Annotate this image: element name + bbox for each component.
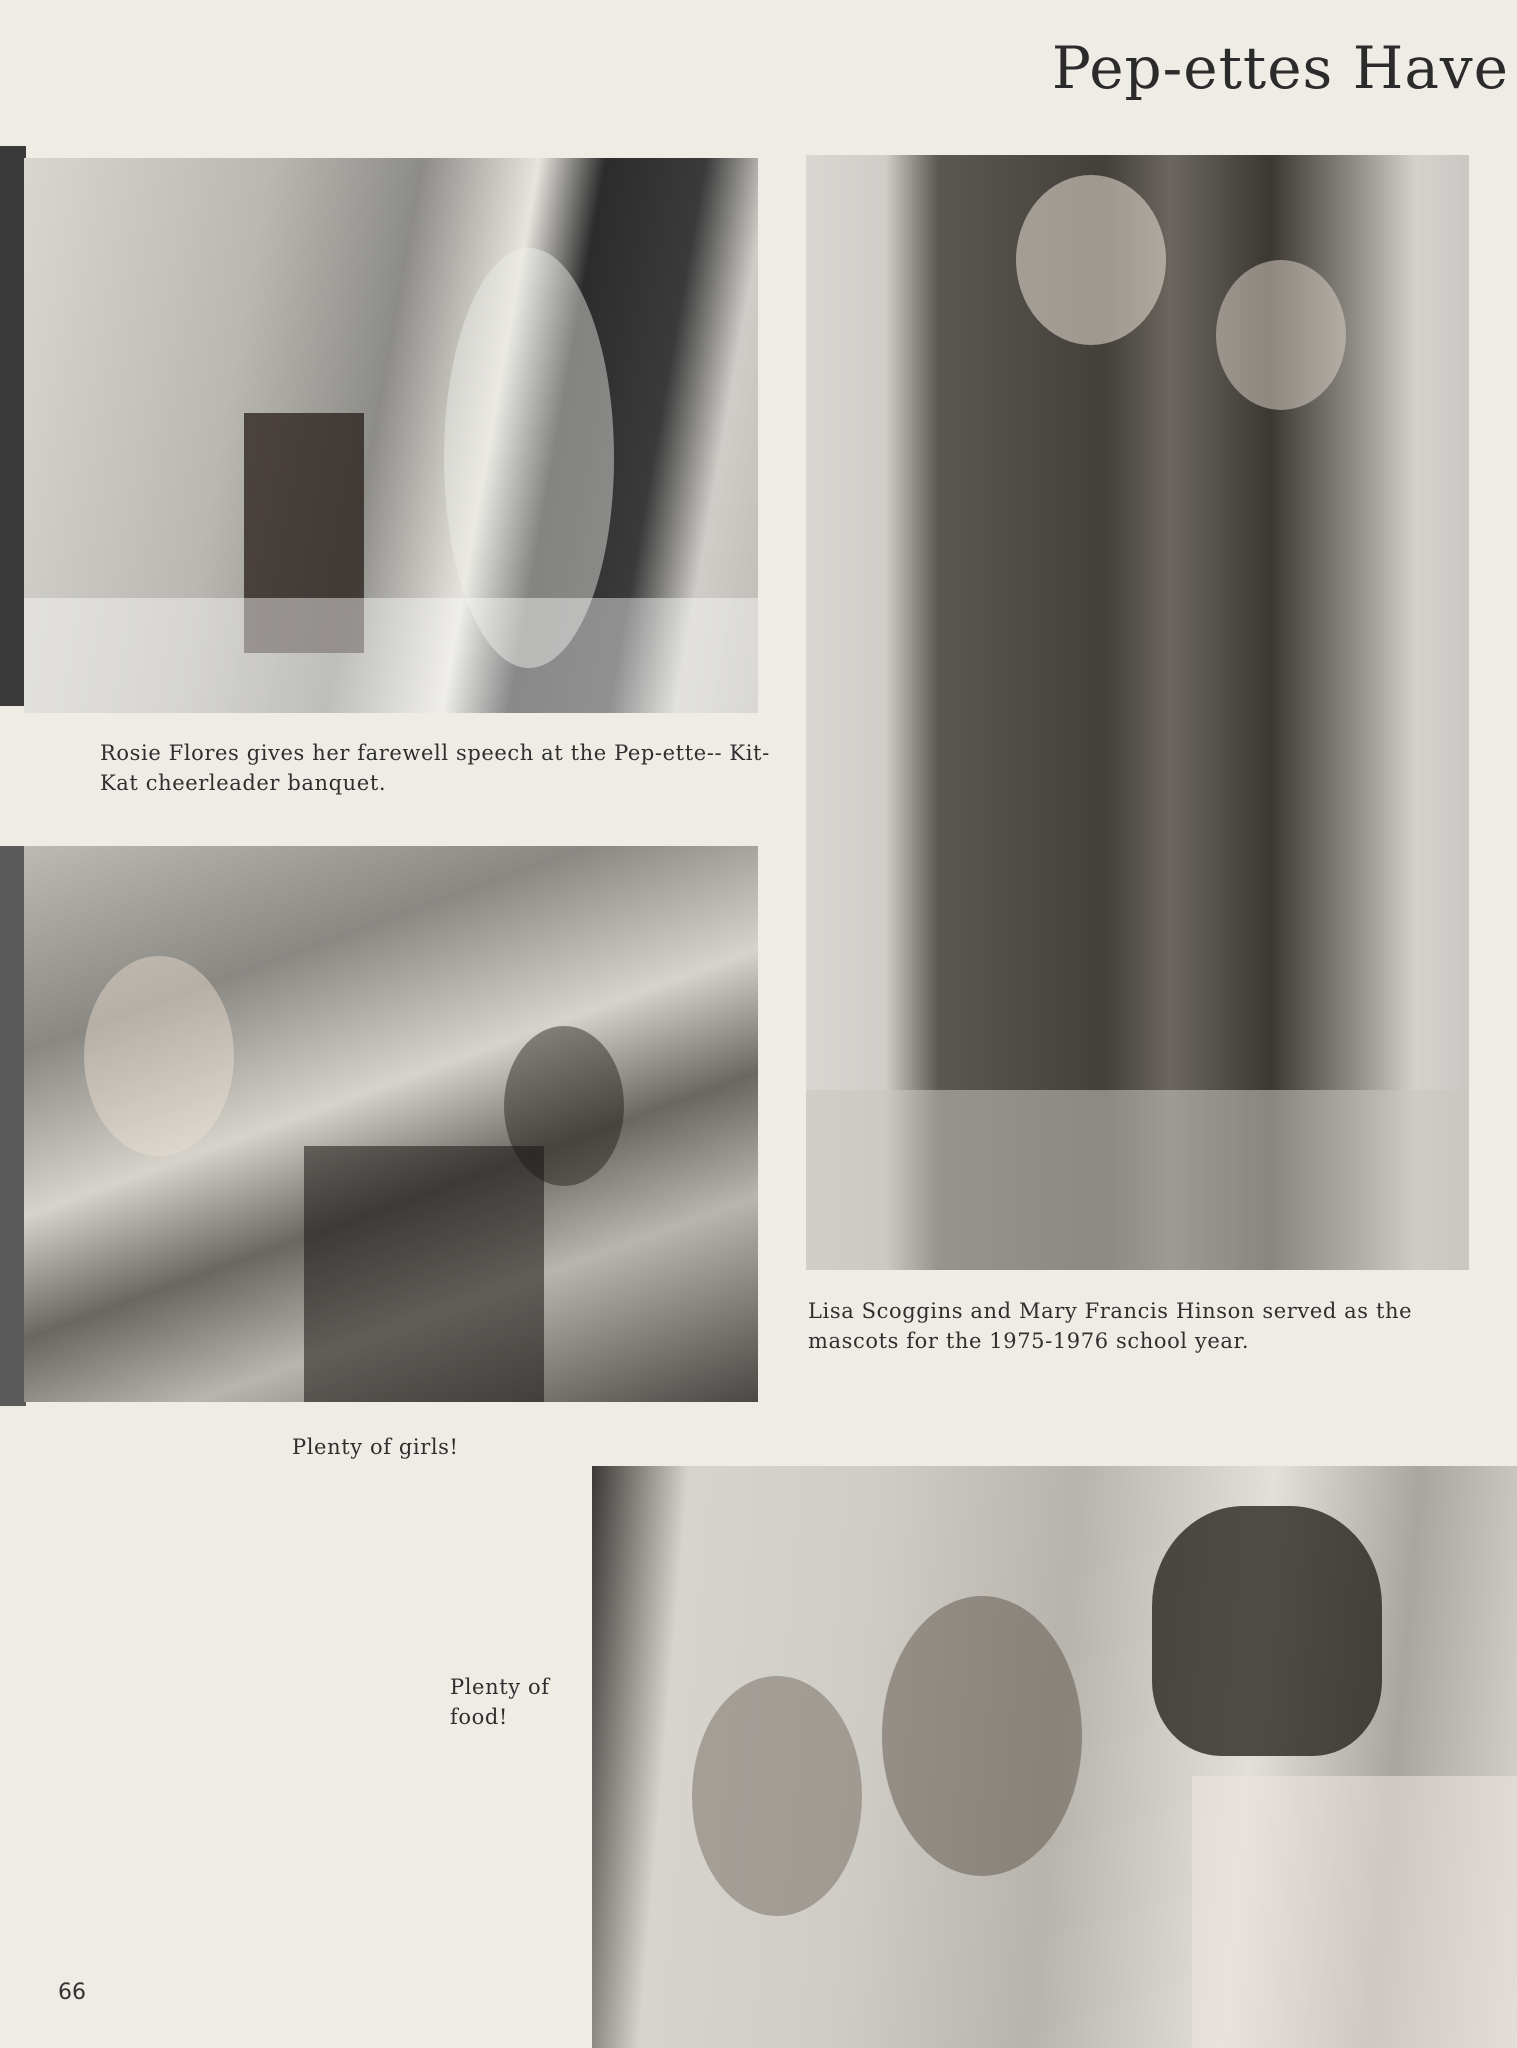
page-heading: Pep-ettes Have [1051,34,1509,102]
photo-banquet-speech [24,158,758,713]
left-edge-bar-bottom [0,846,26,1406]
caption-speech: Rosie Flores gives her farewell speech at the Pep-ette-- Kit-Kat cheerleader banquet. [100,741,770,795]
photo-plenty-of-food [592,1466,1517,2048]
page-number: 66 [58,1980,86,2005]
left-edge-bar-top [0,146,26,706]
caption-girls: Plenty of girls! [292,1435,459,1459]
caption-food: Plenty of food! [450,1675,550,1729]
caption-mascots: Lisa Scoggins and Mary Francis Hinson served as the mascots for the 1975-1976 school year. [808,1299,1413,1353]
photo-mascots [806,155,1469,1270]
photo-plenty-of-girls [24,846,758,1402]
